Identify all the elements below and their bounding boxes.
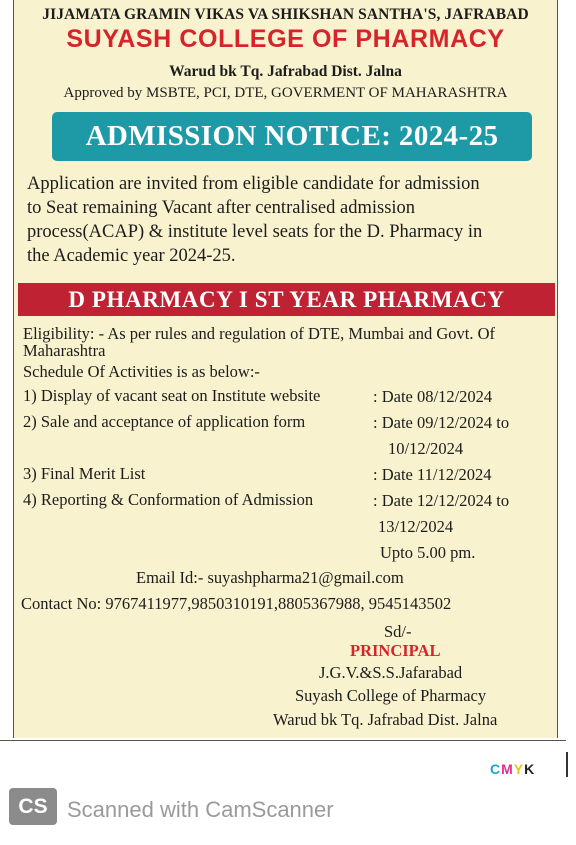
schedule-date-cont: 10/12/2024 xyxy=(388,439,464,458)
cmyk-letter: Y xyxy=(513,761,525,777)
course-heading: D PHARMACY I ST YEAR PHARMACY xyxy=(18,283,555,316)
intro-line: to Seat remaining Vacant after centralised admission xyxy=(27,198,416,218)
schedule-time: Upto 5.00 pm. xyxy=(380,543,476,562)
approval-line: Approved by MSBTE, PCI, DTE, GOVERMENT OF MAHARASHTRA xyxy=(63,85,508,101)
intro-line: Application are invited from eligible candidate for admission xyxy=(27,174,480,194)
schedule-date: : Date 09/12/2024 to xyxy=(373,413,510,432)
notice-title: ADMISSION NOTICE: 2024-25 xyxy=(52,112,532,161)
schedule-activity: 4) Reporting & Conformation of Admission xyxy=(23,490,314,509)
college-name: SUYASH COLLEGE OF PHARMACY xyxy=(66,25,505,53)
page-bottom-rule xyxy=(0,740,566,741)
schedule-date: : Date 11/12/2024 xyxy=(373,465,492,484)
schedule-activity: 1) Display of vacant seat on Institute website xyxy=(23,386,321,405)
intro-line: process(ACAP) & institute level seats for the D. Pharmacy in xyxy=(27,222,483,242)
signature-line: J.G.V.&S.S.Jafarabad xyxy=(319,663,463,682)
cmyk-letter: C xyxy=(490,761,502,777)
cmyk-letter: M xyxy=(501,761,514,777)
intro-line: the Academic year 2024-25. xyxy=(27,246,236,266)
schedule-activity: 3) Final Merit List xyxy=(23,464,146,483)
signature-sd: Sd/- xyxy=(384,622,412,641)
eligibility-line: Eligibility: - As per rules and regulation of DTE, Mumbai and Govt. Of xyxy=(23,324,495,343)
intro-paragraph xyxy=(27,172,552,268)
camscanner-watermark: Scanned with CamScanner xyxy=(67,797,334,822)
schedule-date: : Date 12/12/2024 to xyxy=(373,491,510,510)
cmyk-print-mark xyxy=(490,761,535,777)
principal-title: PRINCIPAL xyxy=(350,641,441,660)
college-address: Warud bk Tq. Jafrabad Dist. Jalna xyxy=(169,63,402,80)
signature-line: Suyash College of Pharmacy xyxy=(295,686,487,705)
signature-line: Warud bk Tq. Jafrabad Dist. Jalna xyxy=(273,710,498,729)
print-mark-bar xyxy=(566,752,568,777)
organization-name: JIJAMATA GRAMIN VIKAS VA SHIKSHAN SANTHA'S, JAFRABAD xyxy=(42,6,529,23)
schedule-activity: 2) Sale and acceptance of application form xyxy=(23,412,306,431)
eligibility-line: Maharashtra xyxy=(23,341,106,360)
cmyk-letter: K xyxy=(524,761,536,777)
schedule-date: : Date 08/12/2024 xyxy=(373,387,493,406)
contact-phone: Contact No: 9767411977,9850310191,8805367988, 9545143502 xyxy=(21,594,452,613)
camscanner-logo-icon: CS xyxy=(9,788,57,825)
schedule-date-cont: 13/12/2024 xyxy=(378,517,454,536)
schedule-heading: Schedule Of Activities is as below:- xyxy=(23,362,260,381)
contact-email: Email Id:- suyashpharma21@gmail.com xyxy=(136,568,404,587)
admission-notice xyxy=(13,0,558,738)
